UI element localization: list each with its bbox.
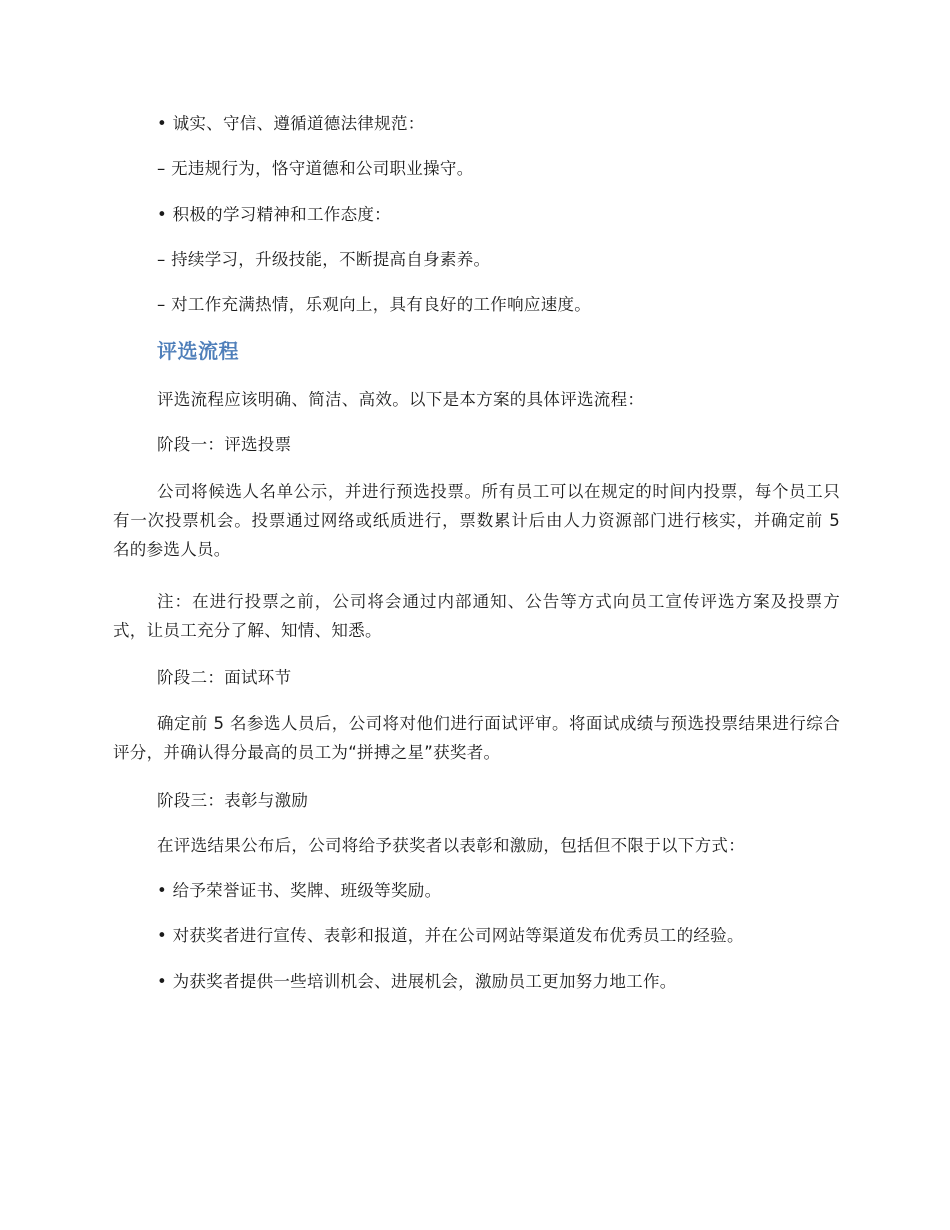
stage1-paragraph: 公司将候选人名单公示，并进行预选投票。所有员工可以在规定的时间内投票，每个员工只有一次投票机会。投票通过网络或纸质进行，票数累计后由人力资源部门进行核实，并确定前 5 名的参选人员。 [113,482,840,559]
bullet-honesty: • 诚实、守信、遵循道德法律规范： [157,114,425,133]
stage1-title: 阶段一：评选投票 [157,435,292,454]
stage1-note: 注：在进行投票之前，公司将会通过内部通知、公告等方式向员工宣传评选方案及投票方式，让员工充分了解、知情、知悉。 [113,592,840,640]
bullet-learning: • 积极的学习精神和工作态度： [157,205,391,224]
dash-keep-learning: – 持续学习，升级技能，不断提高自身素养。 [157,250,491,269]
section-title: 评选流程 [157,339,239,363]
stage3-bullet-3: • 为获奖者提供一些培训机会、进展机会，激励员工更加努力地工作。 [157,972,677,991]
stage3-title: 阶段三：表彰与激励 [157,791,309,810]
process-intro: 评选流程应该明确、简洁、高效。以下是本方案的具体评选流程： [157,390,645,409]
stage3-bullet-1: • 给予荣誉证书、奖牌、班级等奖励。 [157,881,442,900]
stage2-title: 阶段二：面试环节 [157,668,292,687]
stage3-bullet-2: • 对获奖者进行宣传、表彰和报道，并在公司网站等渠道发布优秀员工的经验。 [157,926,744,945]
dash-enthusiasm: – 对工作充满热情，乐观向上，具有良好的工作响应速度。 [157,295,592,314]
stage3-intro: 在评选结果公布后，公司将给予获奖者以表彰和激励，包括但不限于以下方式： [157,836,745,855]
stage2-paragraph: 确定前 5 名参选人员后，公司将对他们进行面试评审。将面试成绩与预选投票结果进行综合评分，并确认得分最高的员工为“拼搏之星”获奖者。 [113,714,840,762]
dash-no-violation: – 无违规行为，恪守道德和公司职业操守。 [157,159,474,178]
